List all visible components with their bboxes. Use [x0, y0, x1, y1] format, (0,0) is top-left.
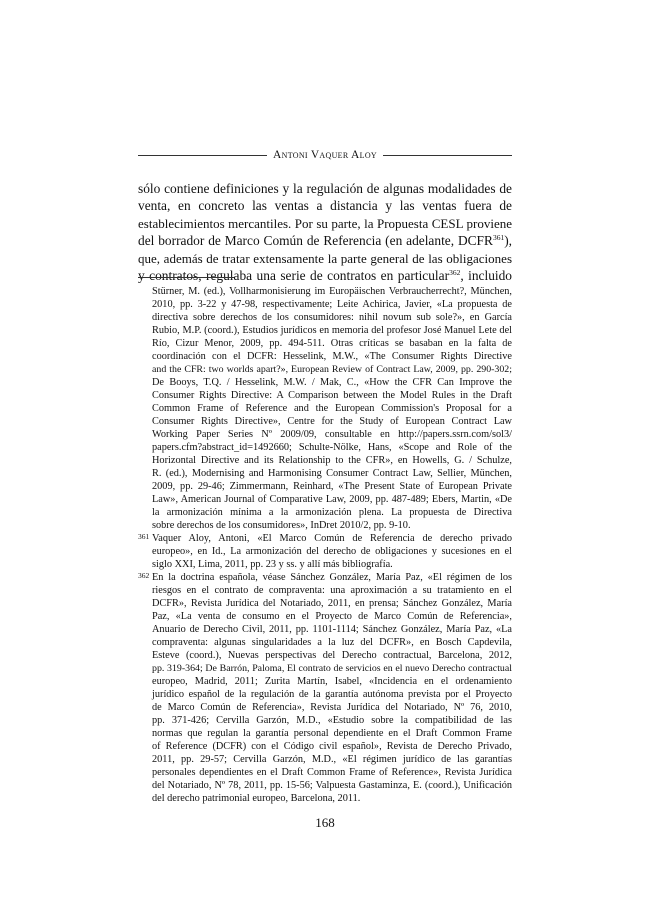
footnote-line: Consumer Rights Directive: A Comparison between the Model Rules in the Draft: [152, 390, 512, 401]
footnote-362: [138, 571, 512, 805]
footnotes: [138, 285, 512, 805]
page-number: 168: [315, 815, 335, 830]
footnote-line: Stürner, M. (ed.), Vollharmonisierung im Europäischen Verbraucherrecht?, München,: [152, 286, 512, 297]
body-line: [138, 267, 512, 284]
footnote-line: sobre derechos de los consumidores», InDret 2010/2, pp. 9-10.: [152, 520, 411, 531]
body-line: [138, 232, 512, 249]
header-rule-left: [138, 155, 267, 156]
footnote-line: of Reference (DCFR) con el Código civil español», Revista de Derecho Privado,: [152, 741, 512, 752]
footnote-line: Paz, «La venta de consumo en el Proyecto de Marco Común de Referencia»,: [152, 611, 512, 622]
header-rule-right: [383, 155, 512, 156]
footnote-line: europeo», en Id., La armonización del derecho de obligaciones y sucesiones en el: [152, 546, 512, 557]
footnote-continued: [138, 285, 512, 532]
footnote-line: Horizontal Directive and its Relationship to the CFR», en Howells, G. / Schulze,: [152, 455, 512, 466]
footnote-line: del Notariado, Nº 78, 2011, pp. 15-56; Valpuesta Gastaminza, E. (coord.), Unificación: [152, 780, 512, 791]
footnote-line: del derecho patrimonial europeo, Barcelona, 2011.: [152, 793, 361, 804]
footnote-line: Common Frame of Reference and the European Commission's Proposal for a: [152, 403, 512, 414]
footnote-361: [138, 532, 512, 571]
footnote-line: siglo XXI, Lima, 2011, pp. 23 y ss. y allí más bibliografía.: [152, 559, 393, 570]
body-line-punct: ,: [460, 268, 469, 284]
footnote-line: personales dependientes en el Draft Common Frame of Reference», Revista Jurídica: [152, 767, 512, 778]
footnote-line: R. (ed.), Modernising and Harmonising Consumer Contract Law, Sellier, München,: [152, 468, 512, 479]
footnote-line: Esteve (coord.), Nuevas perspectivas del Derecho contractual, Barcelona, 2012,: [152, 650, 512, 661]
footnote-line: pp. 319-364; De Barrón, Paloma, El contrato de servicios en el nuevo Derecho contractual: [152, 663, 512, 674]
footnote-line: Consumer Rights Directive», Centre for the Study of European Contract Law: [152, 416, 512, 427]
footnote-separator: [138, 277, 234, 278]
footnote-line: Vaquer Aloy, Antoni, «El Marco Común de Referencia de derecho privado: [152, 533, 512, 544]
footnote-ref-362[interactable]: 362: [449, 268, 461, 278]
footnote-line: De Booys, T.Q. / Hesselink, M.W. / Mak, C., «How the CFR Can Improve the: [152, 377, 512, 388]
body-line-text: del borrador de Marco Común de Referencia (en adelante, DCFR: [138, 233, 493, 249]
footnote-line: pp. 371-426; Cervilla Garzón, M.D., «Estudio sobre la compatibilidad de las: [152, 715, 512, 726]
body-line-text: incluido: [468, 268, 512, 284]
body-line: venta, en concreto las ventas a distancia y las ventas fuera de: [138, 198, 512, 214]
header-author: Antoni Vaquer Aloy: [273, 149, 377, 161]
footnote-line: DCFR», Revista Jurídica del Notariado, 2011, en prensa; Sánchez González, María: [152, 598, 512, 609]
footnote-line: riesgos en el contrato de compraventa: una aproximación a su tratamiento en el: [152, 585, 512, 596]
footnote-line: 2010, pp. 3-22 y 47-98, respectivamente; Leite Achirica, Javier, «La propuesta de: [152, 299, 512, 310]
body-line: sólo contiene definiciones y la regulación de algunas modalidades de: [138, 181, 512, 196]
footnote-line: En la doctrina española, véase Sánchez González, María Paz, «El régimen de los: [152, 572, 512, 583]
footnote-line: Rubio, M.P. (coord.), Estudios jurídicos en memoria del profesor José Manuel Lete del: [152, 325, 512, 336]
footnote-ref-361[interactable]: 361: [492, 233, 505, 243]
body-line-text: y contratos, regulaba una serie de contratos en particular: [138, 268, 450, 284]
footnote-line: 2011, pp. 29-57; Cervilla Garzón, M.D., «El régimen jurídico de las garantías: [152, 754, 512, 765]
footnote-line: coordinación con el DCFR: Hesselink, M.W., «The Consumer Rights Directive: [152, 351, 512, 362]
footnote-line: de Marco Común de Referencia», Revista Jurídica del Notariado, Nº 76, 2010,: [152, 702, 512, 713]
body-line: establecimientos mercantiles. Por su parte, la Propuesta CESL proviene: [138, 215, 512, 231]
footnote-line: Working Paper Series Nº 2009/09, consultable en http://papers.ssrn.com/sol3/: [152, 429, 512, 440]
footnote-line: la armonización mínima a la armonización plena. La propuesta de Directiva: [152, 507, 512, 518]
footnote-line: and the CFR: two worlds apart?», European Review of Contract Law, 2009, pp. 290-302;: [152, 364, 512, 375]
footnote-line: Anuario de Derecho Civil, 2011, pp. 1101-1114; Sánchez González, María Paz, «La: [152, 624, 512, 635]
body-line-punct: ),: [504, 233, 512, 249]
footnote-number: 361: [138, 532, 150, 541]
footnote-line: papers.cfm?abstract_id=1492660; Schulte-Nölke, Hans, «Scope and Role of the: [152, 442, 512, 453]
footnote-line: compraventa: algunas singularidades a la luz del DCFR», en Bosch Capdevila,: [152, 637, 512, 648]
footnote-line: europeo, Madrid, 2011; Zurita Martín, Isabel, «Incidencia en el ordenamiento: [152, 676, 512, 687]
body-paragraph: [138, 180, 512, 284]
footnote-line: normas que regulan la garantía personal dependiente en el Draft Common Frame: [152, 728, 512, 739]
footnote-number: 362: [138, 571, 150, 580]
footnote-line: directiva sobre derechos de los consumidores: nihil novum sub sole?», en García: [152, 312, 512, 323]
footnote-line: jurídico español de la regulación de la garantía autónoma prevista por el Proyecto: [152, 689, 512, 700]
footnote-line: 2009, pp. 29-46; Zimmermann, Reinhard, «The Present State of European Private: [152, 481, 512, 492]
running-header: [138, 148, 512, 162]
footnote-line: Law», American Journal of Comparative Law, 2009, pp. 487-489; Ebers, Martin, «De: [152, 494, 512, 505]
body-line: que, además de tratar extensamente la parte general de las obligaciones: [138, 250, 512, 266]
footnote-line: Río, Cizur Menor, 2009, pp. 494-511. Otras críticas se basaban en la falta de: [152, 338, 512, 349]
